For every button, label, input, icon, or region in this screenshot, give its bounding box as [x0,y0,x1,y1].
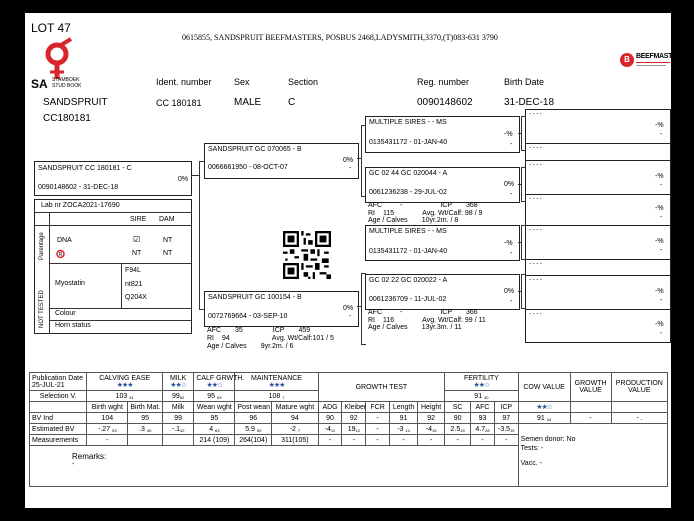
not-tested-label: NOT TESTED [39,290,45,328]
svg-text:R: R [58,252,63,258]
lot-number: LOT 47 [31,21,71,35]
dna-sire-check: ☑ [133,235,141,244]
subject-animal-box: SANDSPRUIT CC 180181 - C 0% 0090148602 - 31-DEC-18 [34,161,192,196]
row2-dam: NT [163,250,173,257]
gen4-box-6: - - - - [525,259,671,276]
row2-sire: NT [132,250,142,257]
animal-ident: CC 180181 [156,98,202,108]
animal-birth: 31-DEC-18 [504,97,555,108]
colour-label: Colour [55,310,76,317]
reg-label: Reg. number [417,77,470,87]
birth-label: Birth Date [504,77,545,87]
animal-reg: 0090148602 [417,97,473,108]
gen4-box-1: - - - - -% - [525,109,671,144]
sa-logo-subtitle: STAMBOEK STUD BOOK [52,77,82,89]
gen4-box-8: - - - - -% - [525,309,671,343]
parentage-label: Parentage [39,232,45,260]
sire-dam-box: GC 02 44 GC 020044 - A 0% 0061236238 - 29-JUL-02 - [365,167,520,203]
animal-sex: MALE [234,97,262,108]
sex-label: Sex [234,77,250,87]
sire-col: SIRE [130,216,147,223]
animal-name: SANDSPRUIT [43,97,108,108]
section-label: Section [288,77,319,87]
sa-logo-text: SA [31,77,48,91]
animal-code: CC180181 [43,113,91,124]
lab-dna-box: Lab nr ZOCA2021-17690 SIRE DAM Parentage DNA ☑ NT NT NT R NOT TESTED Myostatin F94L nt821 Q204X Colour Horn status [34,199,192,334]
myostatin-label: Myostatin [55,280,85,287]
dna-lab-icon [56,249,65,259]
qr-code-icon [283,231,331,279]
dam-dam-box: GC 02 22 GC 020022 - A 0% 0061236709 - 11-JUL-02 - [365,274,520,310]
horn-label: Horn status [55,322,91,329]
gen4-box-5: - - - - -% - [525,225,671,260]
dam-col: DAM [159,216,175,223]
gen4-box-3: - - - - -% - [525,160,671,195]
sire-box: SANDSPRUIT GC 070065 - B 0% 0066661950 - 08-OCT-07 - [204,143,359,179]
lab-number: Lab nr ZOCA2021-17690 [41,202,120,209]
dam-box: SANDSPRUIT GC 100154 - B 0% 0072769664 - 03-SEP-10 - [204,291,359,327]
dam-sire-box: MULTIPLE SIRES - - MS -% 0135431172 - 01-JAN-40 - [365,225,520,261]
sire-sire-box: MULTIPLE SIRES - - MS -% 0135431172 - 01-JAN-40 - [365,116,520,153]
dam-performance: AFC 35 ICP 459 RI 94 Avg. Wt/Calf:101 / 5 Age / Calves 9yr.2m. / 6 [207,327,334,350]
gen4-box-7: - - - - -% - [525,275,671,310]
breeding-values-table: Publication Date 25-JUL-21 CALVING EASE ★★★ MILK ★★☆ CALF GRWTH. ★★☆ MAINTENANCE ★★★ GROWTH TEST FERTILITY ★★☆ COW VALUE GROWTH VALUE PRODUCTION VALUE Selection V. 103 51 9962 95 63 108 7 91 30 Birth wght Birth Mat. Milk Wean wght Post wean Mature wght ADG Kleiber FCR Length Height SC AFC ICP ★★☆ BV Ind 104 95 99 95 96 94 90 92 - 91 92 90 93 97 91 34 - - . Estimated BV -.27 53 .3 40 -.142 4 63 5.9 50 -2 7 -412 1912 - -3 14 -415 2.515 4.728 -3.515 Measurements - 214 (109) 264(104) 311(105) - - - - - - - - Semen donor: No Tests: - Vacc. - Remarks: - [29,372,668,487]
beefmaster-logo-text: BEEFMASTER [636,53,682,60]
animal-section: C [288,97,296,108]
dna-dam: NT [163,237,173,244]
gen4-box-2: - - - - [525,143,671,161]
gen4-box-4: - - - - -% - [525,194,671,226]
sa-studbook-logo-icon [37,39,77,81]
sire-dam-performance: AFC - ICP 368 RI 115 Avg. Wt/Calf: 98 / 9 Age / Calves 10yr.2m. / 8 [368,202,483,224]
dna-label: DNA [57,237,72,244]
beefmaster-logo-rule-2 [636,65,666,66]
beefmaster-logo-icon: B [620,53,634,67]
ident-label: Ident. number [156,77,212,87]
breeder-line: 0615855, SANDSPRUIT BEEFMASTERS, POSBUS 2468,LADYSMITH,3370,(T)083-631 3790 [182,33,498,42]
dam-dam-performance: AFC - ICP 366 RI 116 Avg. Wt/Calf: 99 / 11 Age / Calves 13yr.3m. / 11 [368,309,486,331]
pedigree-certificate [25,13,682,508]
beefmaster-logo-rule [636,62,670,63]
